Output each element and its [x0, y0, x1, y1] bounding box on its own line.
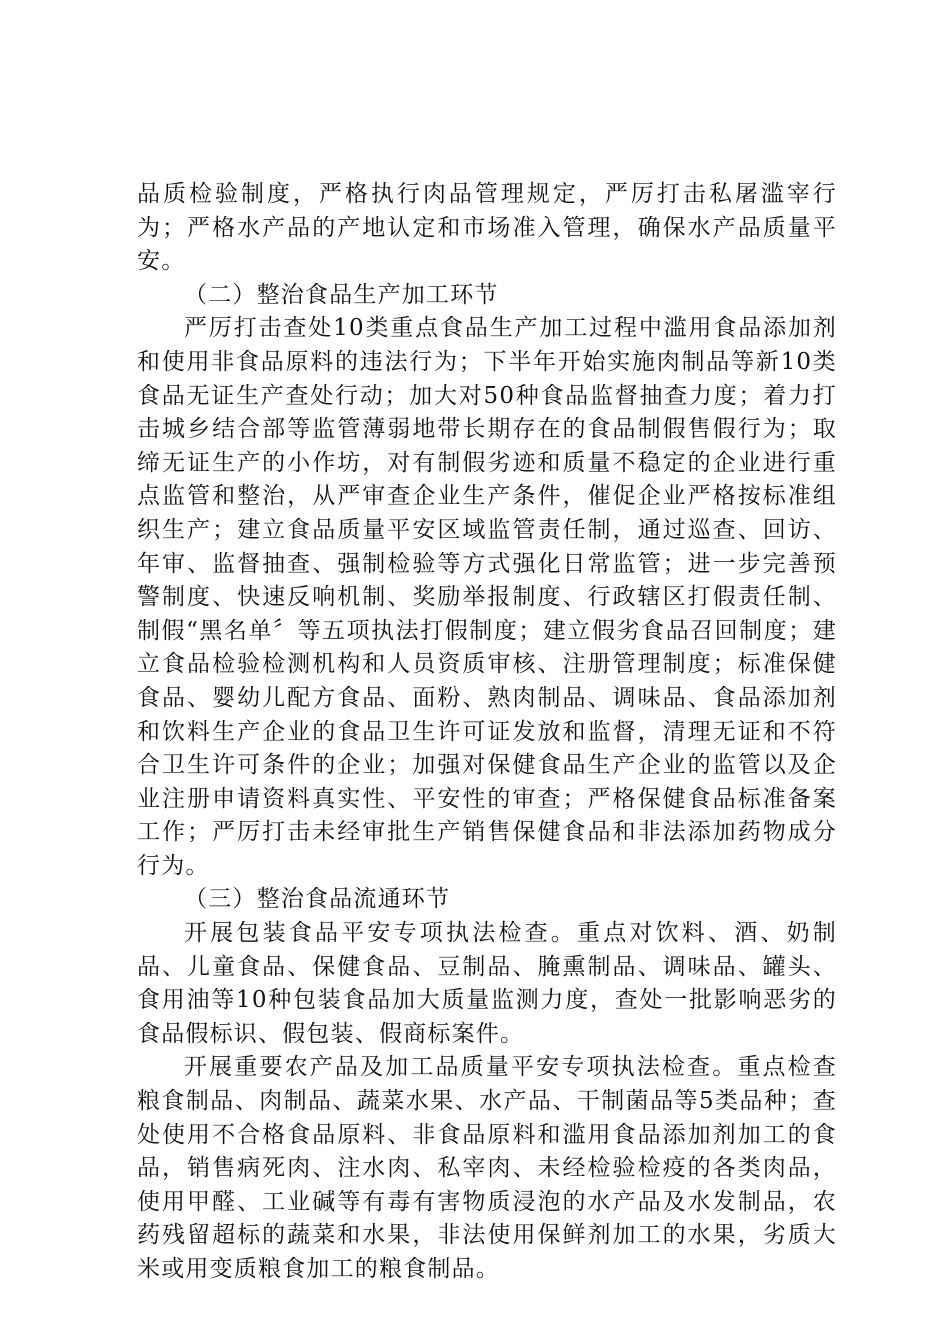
- paragraph-packaged-food-inspection: 开展包装食品平安专项执法检查。重点对饮料、酒、奶制品、儿童食品、保健食品、豆制品、腌熏制品、调味品、罐头、食用油等10种包装食品加大质量监测力度，查处一批影响恶劣的食品假标识、假包装、假商标案件。: [137, 920, 837, 1047]
- section-heading-circulation: （三）整治食品流通环节: [184, 886, 451, 913]
- document-body: [137, 178, 837, 1287]
- section-heading-production: （二）整治食品生产加工环节: [184, 281, 499, 308]
- paragraph-production-enforcement: 严厉打击查处10类重点食品生产加工过程中滥用食品添加剂和使用非食品原料的违法行为；下半年开始实施肉制品等新10类食品无证生产查处行动；加大对50种食品监督抽查力度；着力打击城乡结合部等监管薄弱地带长期存在的食品制假售假行为；取缔无证生产的小作坊，对有制假劣迹和质量不稳定的企业进行重点监管和整治，从严审查企业生产条件，催促企业严格按标准组织生产；建立食品质量平安区域监管责任制，通过巡查、回访、年审、监督抽查、强制检验等方式强化日常监管；进一步完善预警制度、快速反响机制、奖励举报制度、行政辖区打假责任制、制假“黑名单〞等五项执法打假制度；建立假劣食品召回制度；建立食品检验检测机构和人员资质审核、注册管理制度；标准保健食品、婴幼儿配方食品、面粉、熟肉制品、调味品、食品添加剂和饮料生产企业的食品卫生许可证发放和监督，清理无证和不符合卫生许可条件的企业；加强对保健食品生产企业的监管以及企业注册申请资料真实性、平安性的审查；严格保健食品标准备案工作；严厉打击未经审批生产销售保健食品和非法添加药物成分行为。: [137, 315, 837, 879]
- paragraph-meat-aquatic-inspection: 品质检验制度，严格执行肉品管理规定，严厉打击私屠滥宰行为；严格水产品的产地认定和市场准入管理，确保水产品质量平安。: [137, 181, 837, 275]
- paragraph-agricultural-products-inspection: 开展重要农产品及加工品质量平安专项执法检查。重点检查粮食制品、肉制品、蔬菜水果、水产品、干制菌品等5类品种；查处使用不合格食品原料、非食品原料和滥用食品添加剂加工的食品，销售病死肉、注水肉、私宰肉、未经检验检疫的各类肉品，使用甲醛、工业碱等有毒有害物质浸泡的水产品及水发制品，农药残留超标的蔬菜和水果，非法使用保鲜剂加工的水果，劣质大米或用变质粮食加工的粮食制品。: [137, 1054, 837, 1282]
